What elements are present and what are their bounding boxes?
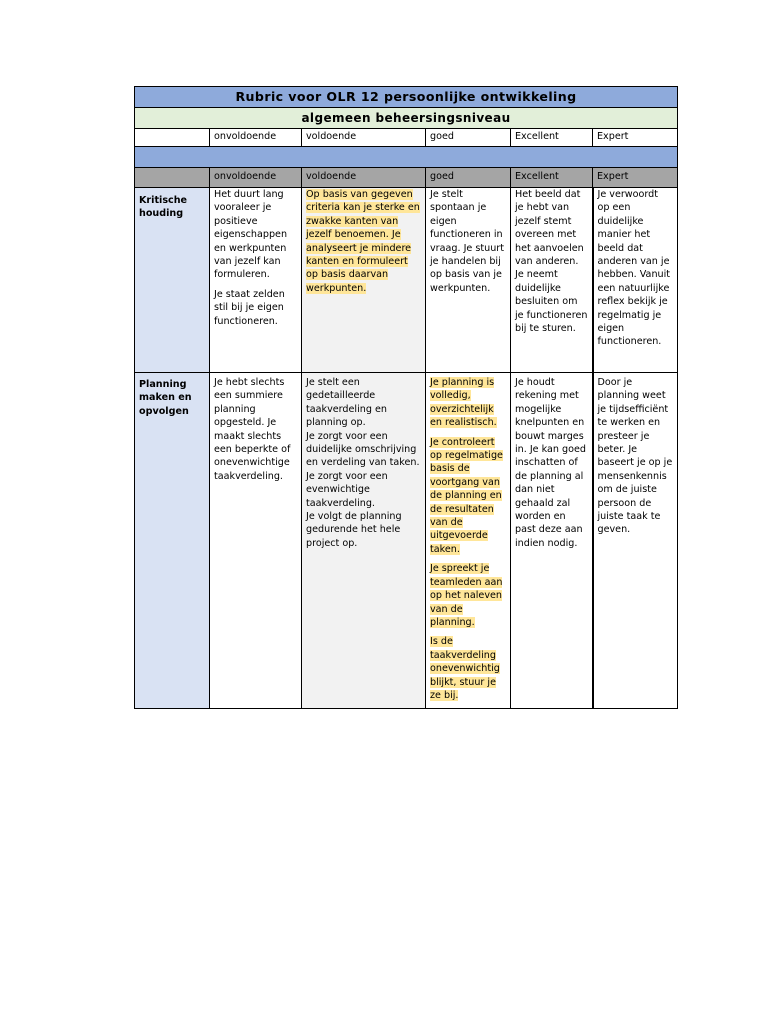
- criterion-row-planning: [135, 373, 678, 709]
- cell-goed: [426, 188, 511, 373]
- cell-paragraph: Je volgt de planning gedurende het hele project op.: [306, 511, 402, 549]
- header-grey-empty-cell: [135, 168, 210, 188]
- cell-paragraph: Je zorgt voor een evenwichtige taakverdeling.: [306, 470, 388, 509]
- rubric-table: [134, 86, 678, 709]
- title-row: [135, 87, 678, 108]
- cell-expert: [593, 373, 678, 709]
- cell-excellent: [511, 188, 593, 373]
- cell-onvoldoende: [210, 188, 302, 373]
- subtitle-row: [135, 108, 678, 129]
- level-header-row: [135, 129, 678, 147]
- cell-paragraph: [430, 376, 506, 430]
- cell-paragraph: [430, 562, 506, 629]
- cell-paragraph: [430, 436, 506, 557]
- cell-goed: [426, 373, 511, 709]
- criterion-row-kritische-houding: [135, 188, 678, 373]
- header-level-voldoende: voldoende: [302, 129, 426, 147]
- highlighted-text: Op basis van gegeven criteria kan je sterke en zwakke kanten van jezelf benoemen. Je analyseert je mindere kanten en formuleert op basis daarvan werkpunten.: [306, 189, 420, 294]
- highlighted-text: Je spreekt je teamleden aan op het naleven van de planning.: [430, 563, 503, 628]
- header-grey-voldoende: voldoende: [302, 168, 426, 188]
- header-level-expert: Expert: [593, 129, 678, 147]
- criterion-label: Kritische houding: [135, 188, 210, 373]
- rubric-subtitle: algemeen beheersingsniveau: [135, 108, 678, 129]
- header-grey-excellent: Excellent: [511, 168, 593, 188]
- header-grey-goed: goed: [426, 168, 511, 188]
- cell-paragraph: Je houdt rekening met mogelijke knelpunten en bouwt marges in. Je kan goed inschatten of de planning al dan niet gehaald zal worden en past deze aan indien nodig.: [515, 377, 586, 549]
- cell-voldoende: [302, 188, 426, 373]
- cell-expert: [593, 188, 678, 373]
- header-level-onvoldoende: onvoldoende: [210, 129, 302, 147]
- cell-paragraph: [306, 188, 421, 295]
- level-header-row-grey: [135, 168, 678, 188]
- highlighted-text: Je controleert op regelmatige basis de voortgang van de planning en de resultaten van de uitgevoerde taken.: [430, 436, 503, 555]
- highlighted-text: Is de taakverdeling onevenwichtig blijkt, stuur je ze bij.: [430, 636, 500, 701]
- rubric-title: Rubric voor OLR 12 persoonlijke ontwikkeling: [135, 87, 678, 108]
- cell-paragraph: Het beeld dat je hebt van jezelf stemt overeen met het aanvoelen van anderen. Je neemt duidelijke besluiten om je functioneren bij te sturen.: [515, 189, 588, 335]
- header-level-goed: goed: [426, 129, 511, 147]
- header-grey-expert: Expert: [593, 168, 678, 188]
- cell-paragraph: Je hebt slechts een summiere planning opgesteld. Je maakt slechts een beperkte of onevenwichtige taakverdeling.: [214, 377, 291, 482]
- separator-cell: [135, 147, 678, 168]
- highlighted-text: Je planning is volledig, overzichtelijk en realistisch.: [430, 377, 497, 429]
- cell-excellent: [511, 373, 593, 709]
- separator-row: [135, 147, 678, 168]
- cell-paragraph: [430, 635, 506, 702]
- cell-paragraph: Je staat zelden stil bij je eigen functioneren.: [214, 288, 285, 327]
- cell-paragraph: Het duurt lang vooraleer je positieve eigenschappen en werkpunten van jezelf kan formuleren.: [214, 189, 288, 281]
- cell-onvoldoende: [210, 373, 302, 709]
- criterion-label: Planning maken en opvolgen: [135, 373, 210, 709]
- header-grey-onvoldoende: onvoldoende: [210, 168, 302, 188]
- cell-paragraph: Je stelt spontaan je eigen functioneren in vraag. Je stuurt je handelen bij op basis van je werkpunten.: [430, 189, 504, 294]
- header-level-excellent: Excellent: [511, 129, 593, 147]
- header-empty-cell: [135, 129, 210, 147]
- cell-paragraph: Je verwoordt op een duidelijke manier het beeld dat anderen van je hebben. Vanuit een natuurlijke reflex bekijk je regelmatig je eigen functioneren.: [597, 189, 671, 348]
- cell-paragraph: Door je planning weet je tijdsefficiënt te werken en presteer je beter. Je baseert je op je mensenkennis om de juiste persoon de juiste taak te geven.: [597, 377, 673, 536]
- cell-paragraph: Je zorgt voor een duidelijke omschrijving en verdeling van taken.: [306, 430, 420, 469]
- cell-paragraph: Je stelt een gedetailleerde taakverdeling en planning op.: [306, 377, 387, 429]
- cell-voldoende: [302, 373, 426, 709]
